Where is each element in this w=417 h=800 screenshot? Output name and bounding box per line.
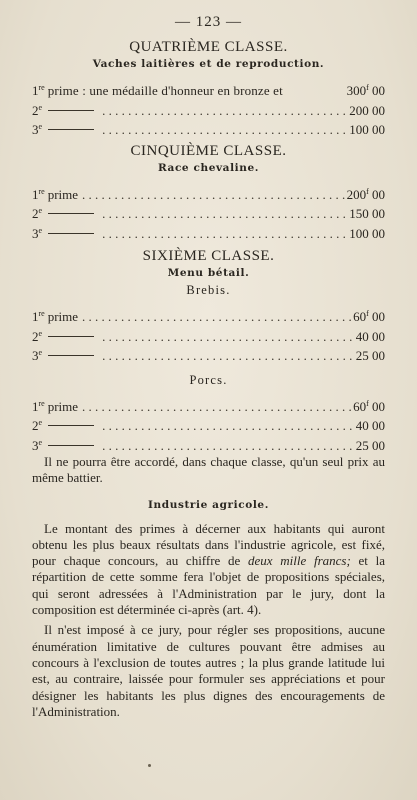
- cinquieme-classe-title: CINQUIÈME CLASSE.: [130, 142, 287, 159]
- page-speck: [148, 764, 151, 767]
- ditto-dash: [48, 336, 94, 337]
- quatrieme-classe-subtitle: Vaches laitières et de reproduction.: [92, 58, 325, 70]
- leader-dots: [98, 327, 356, 347]
- prize-label: prime: [47, 186, 79, 202]
- prize-amount: 60$^f$ 00: [353, 309, 385, 324]
- prize-amount: 40 00: [355, 418, 385, 433]
- prize-rank: 1re: [32, 83, 45, 98]
- prize-amount: 100 00: [349, 122, 385, 137]
- prize-rank: 1re: [32, 309, 45, 324]
- ditto-dash: [48, 110, 94, 111]
- leader-dots: [78, 307, 353, 327]
- prize-row: [32, 433, 385, 453]
- brebis-heading: Brebis.: [186, 283, 231, 297]
- sixieme-classe-title: SIXIÈME CLASSE.: [142, 248, 275, 264]
- amount-emphasis: deux mille francs;: [248, 553, 351, 569]
- page-number: — 123 —: [175, 14, 242, 30]
- single-prize-note: Il ne pourra être accordé, dans chaque classe, qu'un seul prix au même battier.: [32, 454, 385, 486]
- prize-rank: 3e: [32, 437, 43, 453]
- prize-label: prime: [47, 309, 79, 324]
- prize-rank: 1re: [32, 186, 45, 202]
- industrie-paragraph-1: Le montant des primes à décerner aux habitants qui auront obtenu les plus beaux résultats dans l'industrie agricole, est fixé, pour chaque concours, au chiffre de deux mille francs; et la répartition de cette somme fera l'objet de propositions spéciales, qui seront adressées à l'Administration par le jury, dont la composition est déterminée ci-après (art. 4).: [32, 520, 386, 618]
- ditto-dash: [48, 425, 94, 426]
- prize-rank: 3e: [32, 348, 43, 363]
- prize-amount: 100 00: [349, 225, 385, 241]
- leader-dots: [98, 204, 349, 224]
- prize-amount: 300$^f$ 00: [346, 83, 385, 98]
- prize-rank: 3e: [32, 122, 43, 137]
- prize-row: [32, 117, 385, 137]
- prize-row: [32, 394, 385, 414]
- prize-rank: 2e: [32, 206, 43, 221]
- leader-dots: [98, 101, 349, 121]
- leader-dots: [78, 397, 353, 417]
- cinquieme-classe-subtitle: Race chevaline.: [157, 161, 260, 174]
- ditto-dash: [48, 213, 94, 214]
- prize-rank: 2e: [32, 418, 43, 433]
- industrie-paragraph-2: Il n'est imposé à ce jury, pour régler ses propositions, aucune énumération limitative de cultures pouvant être admises au concours à l'exclusion de toutes autres ; la plus grande latitude lui est, au contraire, laissée pour formuler ses appréciations et pour désigner les habitants les plus dignes des encouragements de l'Administration.: [32, 622, 385, 719]
- ditto-dash: [48, 445, 94, 446]
- prize-rank: 1re: [32, 398, 45, 414]
- ditto-dash: [48, 355, 94, 356]
- prize-label: prime: [47, 398, 79, 414]
- leader-dots: [78, 185, 347, 205]
- prize-amount: 40 00: [355, 328, 385, 344]
- porcs-heading: Porcs.: [189, 372, 228, 387]
- prize-amount: 25 00: [355, 348, 385, 363]
- prize-amount: 200 00: [349, 102, 385, 118]
- prize-label: prime : une médaille d'honneur en bronze et: [47, 83, 283, 98]
- prize-rank: 2e: [32, 328, 43, 344]
- prize-row: [32, 343, 385, 363]
- prize-row: [32, 304, 385, 324]
- prize-row: [32, 78, 385, 98]
- ditto-dash: [48, 129, 94, 130]
- prize-row: [32, 182, 385, 202]
- prize-row: [32, 221, 385, 241]
- industrie-agricole-subtitle: Industrie agricole.: [148, 498, 269, 511]
- ditto-dash: [48, 233, 94, 234]
- prize-amount: 25 00: [355, 437, 385, 453]
- prize-rank: 3e: [32, 225, 43, 241]
- prize-amount: 150 00: [349, 206, 385, 221]
- leader-dots: [98, 346, 356, 366]
- prize-rank: 2e: [32, 102, 43, 118]
- quatrieme-classe-title: QUATRIÈME CLASSE.: [129, 39, 288, 55]
- leader-dots: [98, 416, 356, 436]
- prize-amount: 200$^f$ 00: [346, 186, 385, 202]
- leader-dots: [98, 224, 349, 244]
- leader-dots: [98, 436, 356, 456]
- sixieme-classe-subtitle: Menu bétail.: [167, 267, 250, 279]
- leader-dots: [98, 120, 349, 140]
- prize-amount: 60$^f$ 00: [353, 398, 385, 414]
